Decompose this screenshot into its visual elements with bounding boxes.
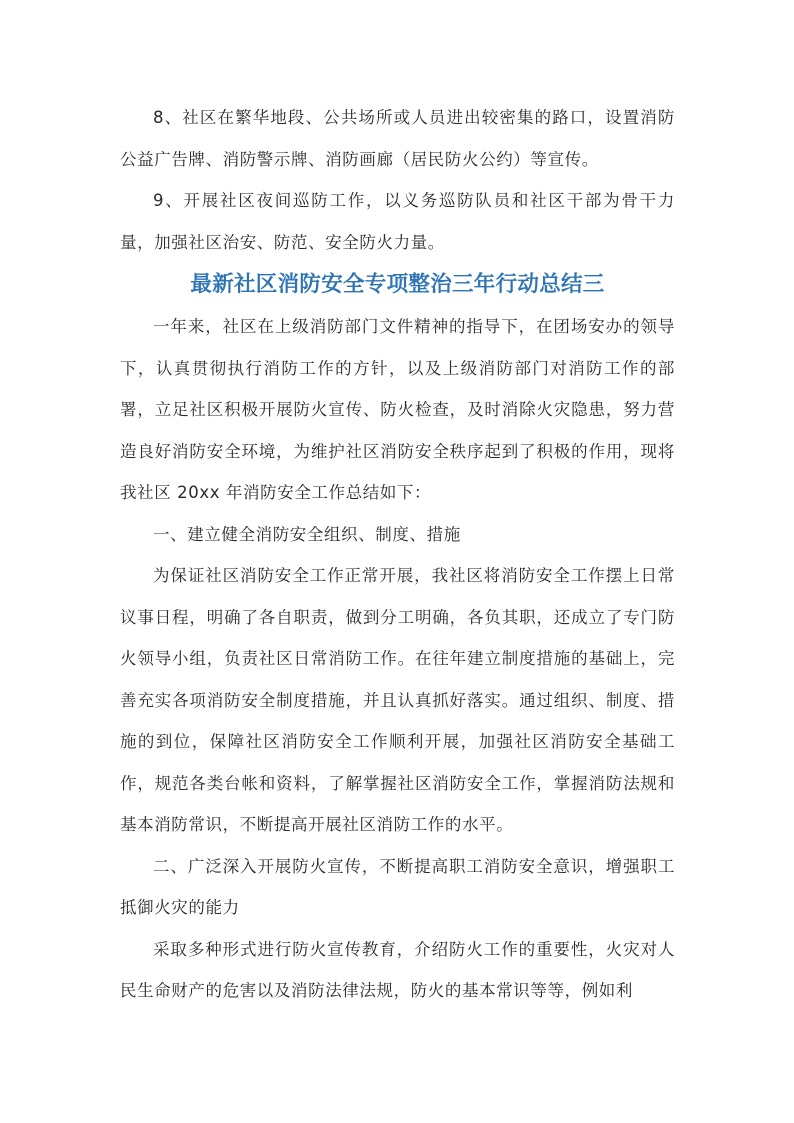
paragraph-item-8: 8、社区在繁华地段、公共场所或人员进出较密集的路口，设置消防公益广告牌、消防警示牌、消防画廊（居民防火公约）等宣传。	[120, 108, 675, 169]
section-title: 最新社区消防安全专项整治三年行动总结三	[190, 272, 605, 297]
document-body	[120, 97, 675, 1012]
paragraph-organization: 为保证社区消防安全工作正常开展，我社区将消防安全工作摆上日常议事日程，明确了各自职责，做到分工明确，各负其职，还成立了专门防火领导小组，负责社区日常消防工作。在往年建立制度措施的基础上，完善充实各项消防安全制度措施，并且认真抓好落实。通过组织、制度、措施的到位，保障社区消防安全工作顺利开展，加强社区消防安全基础工作，规范各类台帐和资料，了解掌握社区消防安全工作，掌握消防法规和基本消防常识，不断提高开展社区消防工作的水平。	[120, 566, 675, 834]
paragraph-publicity: 采取多种形式进行防火宣传教育，介绍防火工作的重要性，火灾对人民生命财产的危害以及消防法律法规，防火的基本常识等等，例如利	[120, 939, 675, 1000]
paragraph-item-9: 9、开展社区夜间巡防工作，以义务巡防队员和社区干部为骨干力量，加强社区治安、防范、安全防火力量。	[120, 191, 675, 252]
paragraph-intro: 一年来，社区在上级消防部门文件精神的指导下，在团场安办的领导下，认真贯彻执行消防工作的方针，以及上级消防部门对消防工作的部署，立足社区积极开展防火宣传、防火检查，及时消除火灾隐患，努力营造良好消防安全环境，为维护社区消防安全秩序起到了积极的作用，现将我社区 20xx 年消防安全工作总结如下：	[120, 317, 675, 502]
subheading-two: 二、广泛深入开展防火宣传，不断提高职工消防安全意识，增强职工抵御火灾的能力	[120, 856, 675, 917]
subheading-one: 一、建立健全消防安全组织、制度、措施	[153, 524, 461, 544]
